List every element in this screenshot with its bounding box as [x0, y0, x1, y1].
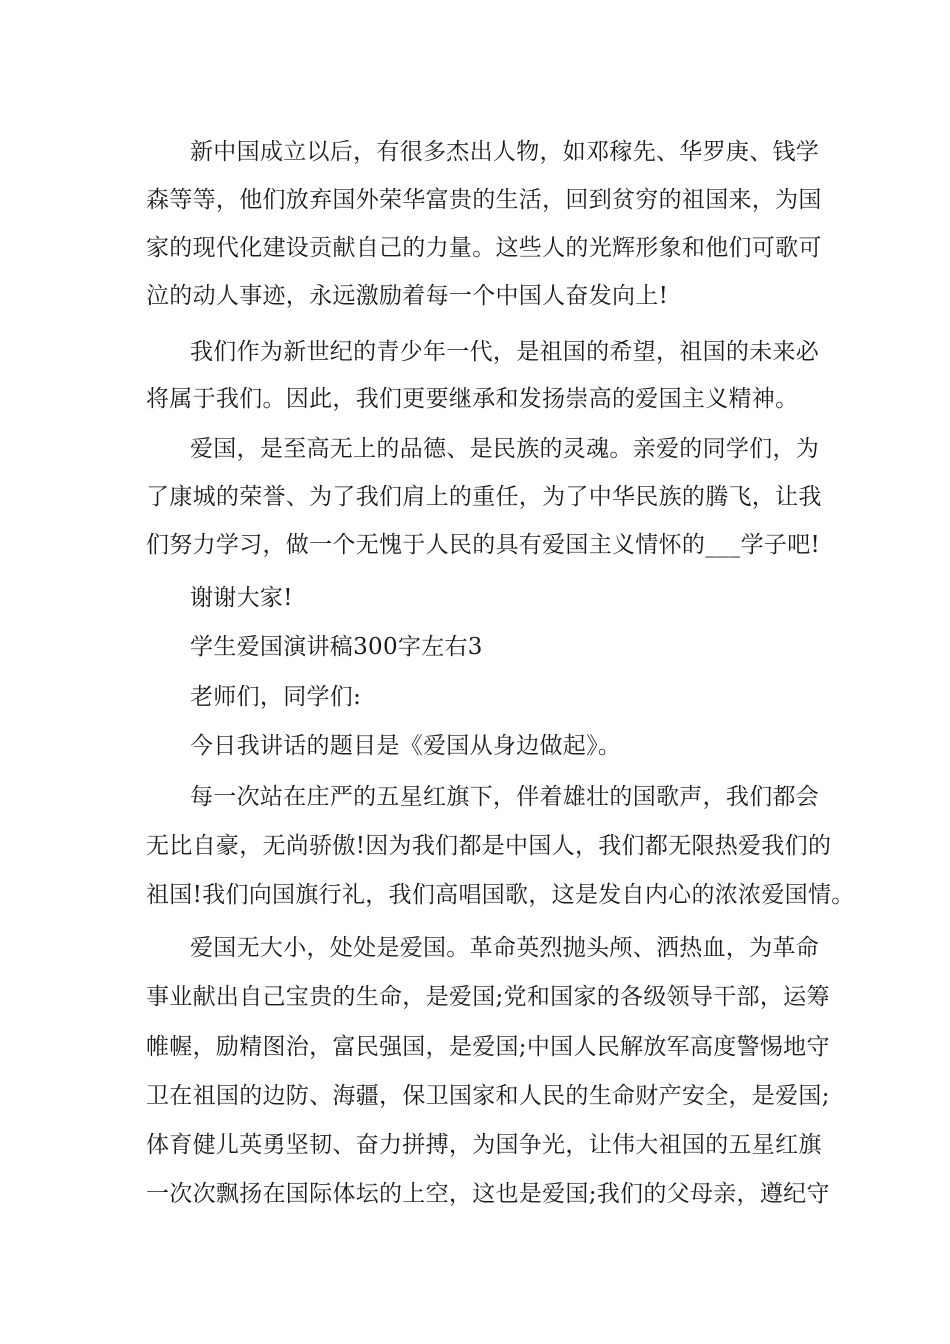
paragraph-line: 新中国成立以后，有很多杰出人物，如邓稼先、华罗庚、钱学	[190, 139, 820, 165]
paragraph-line: 泣的动人事迹，永远激励着每一个中国人奋发向上!	[146, 283, 669, 309]
paragraph-line: 我们作为新世纪的青少年一代，是祖国的希望，祖国的未来必	[190, 339, 820, 365]
paragraph-line: 将属于我们。因此，我们更要继承和发扬崇高的爱国主义精神。	[146, 386, 799, 412]
paragraph-line: 家的现代化建设贡献自己的力量。这些人的光辉形象和他们可歌可	[146, 235, 822, 261]
paragraph-line: 每一次站在庄严的五星红旗下，伴着雄壮的国歌声，我们都会	[190, 784, 820, 810]
paragraph-line: 祖国!我们向国旗行礼，我们高唱国歌，这是发自内心的浓浓爱国情。	[146, 882, 855, 908]
section-heading: 学生爱国演讲稿300字左右3	[190, 634, 483, 660]
paragraph-line: 爱国无大小，处处是爱国。革命英烈抛头颅、洒热血，为革命	[190, 935, 820, 961]
paragraph-line: 帷幄，励精图治，富民强国，是爱国;中国人民解放军高度警惕地守	[146, 1034, 830, 1060]
paragraph-line: 今日我讲话的题目是《爱国从身边做起》。	[190, 733, 622, 759]
paragraph-line: 森等等，他们放弃国外荣华富贵的生活，回到贫穷的祖国来，为国	[146, 187, 822, 213]
paragraph-line: 事业献出自己宝贵的生命，是爱国;党和国家的各级领导干部，运筹	[146, 984, 830, 1010]
paragraph-line: 卫在祖国的边防、海疆，保卫国家和人民的生命财产安全，是爱国;	[146, 1083, 830, 1109]
paragraph-line: 无比自豪，无尚骄傲!因为我们都是中国人，我们都无限热爱我们的	[146, 833, 832, 859]
paragraph-line: 们努力学习，做一个无愧于人民的具有爱国主义情怀的___学子吧!	[146, 532, 821, 558]
paragraph-line: 了康城的荣誉、为了我们肩上的重任，为了中华民族的腾飞，让我	[146, 484, 822, 510]
paragraph-line: 体育健儿英勇坚韧、奋力拼搏，为国争光，让伟大祖国的五星红旗	[146, 1132, 822, 1158]
paragraph-line: 爱国，是至高无上的品德、是民族的灵魂。亲爱的同学们，为	[190, 436, 820, 462]
closing-line: 谢谢大家!	[190, 585, 293, 611]
paragraph-line: 一次次飘扬在国际体坛的上空，这也是爱国;我们的父母亲，遵纪守	[146, 1181, 830, 1207]
salutation-line: 老师们，同学们:	[190, 684, 362, 710]
